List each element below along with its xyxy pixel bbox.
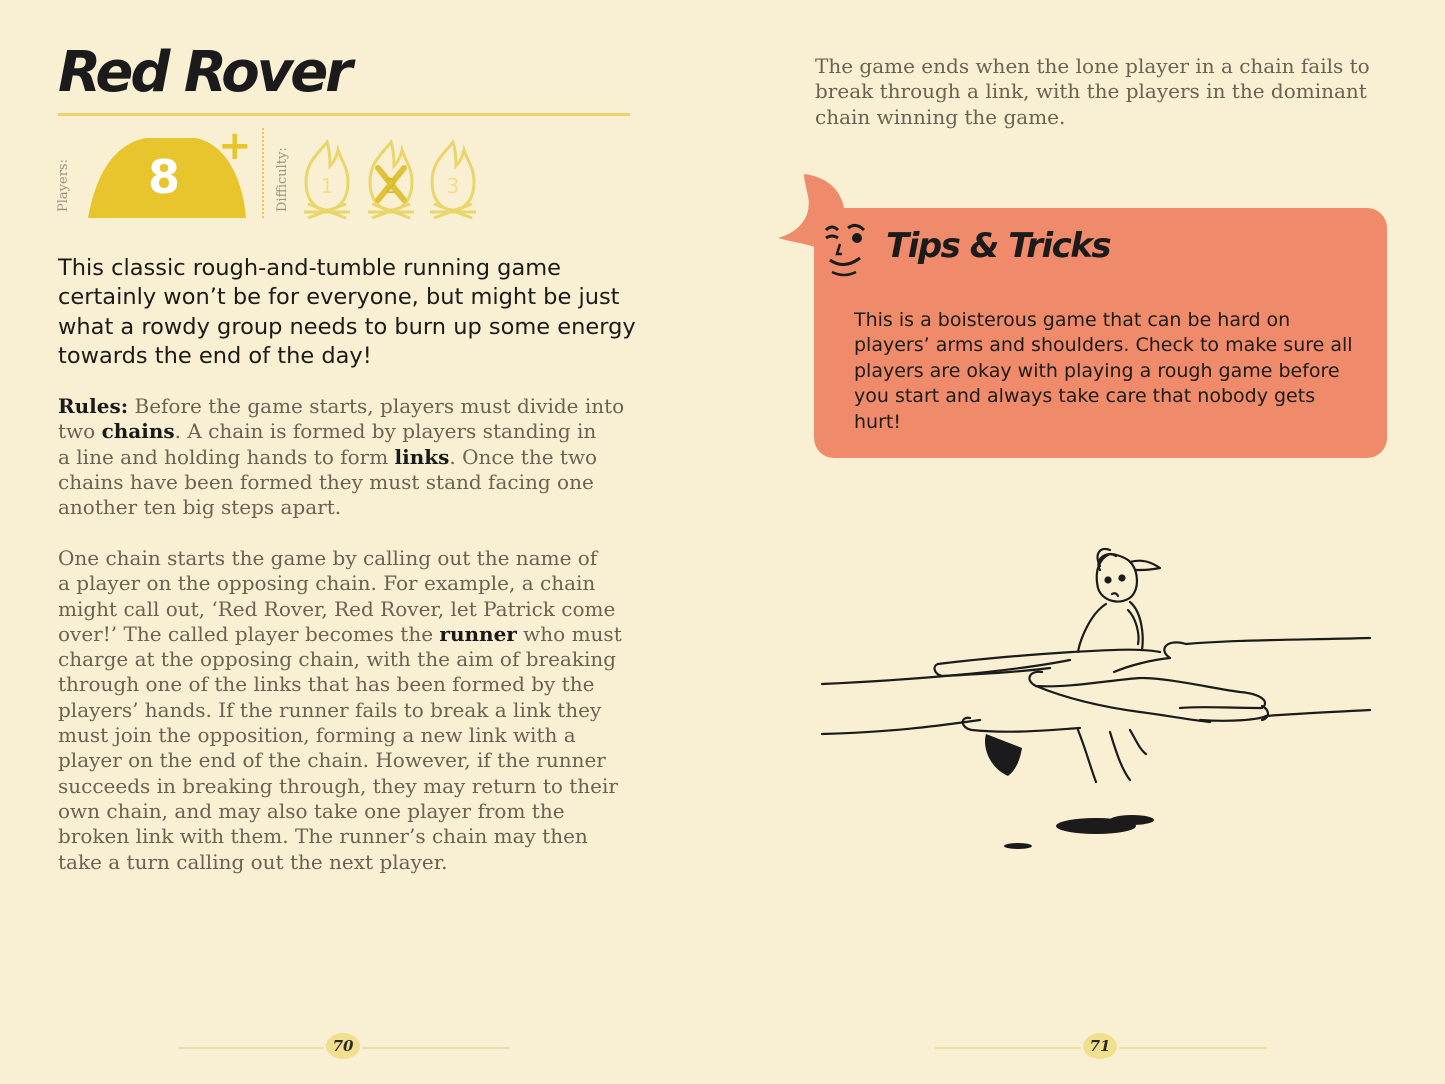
tips-title: Tips & Tricks [886,226,1111,266]
page-number-right [935,1033,1267,1059]
rules-text: a line and holding hands to form [58,444,395,469]
players-plus: + [218,123,252,169]
players-count: 8 [147,150,180,204]
rules-text: Before the game starts, players must divide into [128,394,625,418]
page-number-rule [362,1047,510,1049]
rules-text: another ten big steps apart. [58,495,342,520]
page-title: Red Rover [58,40,350,105]
red-rover-illustration [810,540,1390,860]
intro-paragraph [58,254,638,371]
rules-paragraph [58,394,624,520]
body-line: The game ends when the lone player in a chain fails to [815,54,1370,78]
term-links: links [394,444,450,469]
difficulty-level-3: 3 [446,174,460,198]
body-line: who must [516,621,622,646]
tips-line: players are okay with playing a rough game before [854,359,1340,382]
gameplay-paragraph [58,546,622,875]
rules-text: . A chain is formed by players standing in [174,419,597,444]
page-number-badge: 70 [326,1033,360,1059]
body-line: a player on the opposing chain. For example, a chain [58,571,596,596]
ending-paragraph [815,54,1370,130]
intro-line: what a rowdy group needs to burn up some energy [58,313,636,340]
tips-line: you start and always take care that nobody gets hurt! [854,385,1316,433]
body-line: break through a link, with the players in the dominant [815,79,1367,104]
stat-divider [262,128,264,218]
difficulty-level-2: 2 [384,174,398,198]
body-line: own chain, and may also take one player from the [58,798,565,823]
body-line: players’ hands. If the runner fails to break a link they [58,697,602,722]
body-line: player on the end of the chain. However, if the runner [58,748,606,773]
body-line: One chain starts the game by calling out the name of [58,546,598,570]
body-line: through one of the links that has been formed by the [58,672,595,697]
tips-line: This is a boisterous game that can be hard on [854,309,1291,331]
page-number-rule [1119,1047,1267,1049]
difficulty-level-1: 1 [320,174,334,198]
difficulty-label: Difficulty: [275,147,290,212]
players-label: Players: [56,159,71,212]
body-line: over!’ The called player becomes the [58,621,440,646]
body-line: might call out, ‘Red Rover, Red Rover, let Patrick come [58,596,616,621]
term-chains: chains [101,419,175,444]
rules-text: . Once the two [449,444,598,469]
tips-line: players’ arms and shoulders. Check to make sure all [854,334,1353,357]
page-number-rule [178,1047,324,1049]
wink-face-icon [820,222,870,278]
body-line: succeeds in breaking through, they may return to their [58,773,618,798]
page-number-badge: 71 [1083,1033,1117,1059]
rules-text: chains have been formed they must stand facing one [58,469,594,494]
intro-line: towards the end of the day! [58,342,372,369]
intro-line: certainly won’t be for everyone, but might be just [58,284,620,311]
body-line: must join the opposition, forming a new link with a [58,723,576,748]
body-line: chain winning the game. [815,104,1066,129]
term-runner: runner [439,621,517,646]
rules-label: Rules: [58,394,129,418]
body-line: charge at the opposing chain, with the aim of breaking [58,647,617,672]
page-number-rule [935,1047,1081,1049]
title-underline [58,113,630,116]
tips-body [854,308,1364,435]
rules-text: two [58,419,102,444]
intro-line: This classic rough-and-tumble running game [58,255,561,281]
body-line: take a turn calling out the next player. [58,849,448,874]
body-line: broken link with them. The runner’s chain may then [58,824,588,849]
page-number-left [178,1033,510,1059]
